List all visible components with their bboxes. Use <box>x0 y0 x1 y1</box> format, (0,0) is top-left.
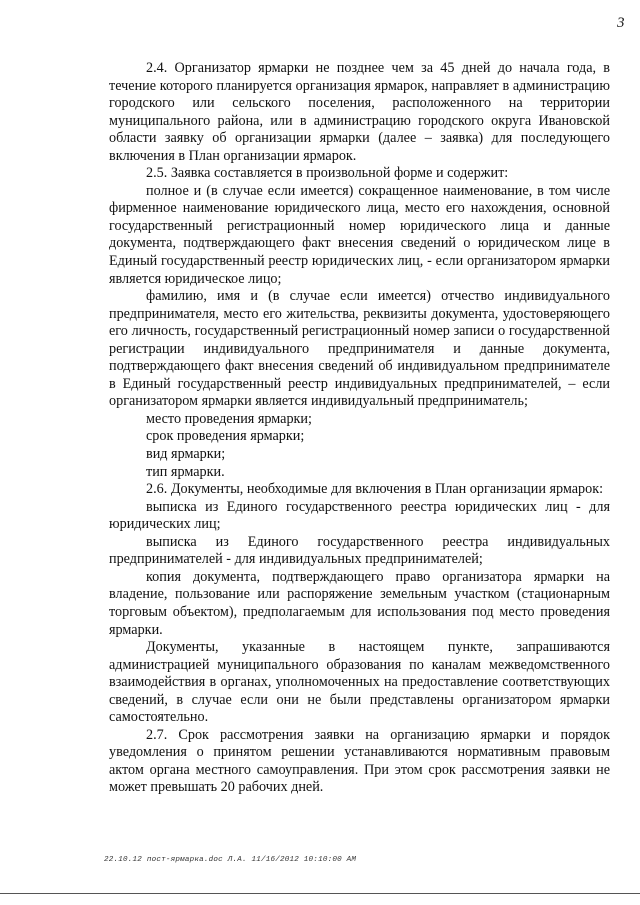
paragraph-2-6: 2.6. Документы, необходимые для включения в План организации ярмарок: <box>146 481 604 498</box>
list-item: место проведения ярмарки; <box>146 410 312 427</box>
paragraph-2-6-land-right-copy: копия документа, подтверждающего право организатора ярмарки на владение, пользование или распоряжение земельным участком (стационарным торговым объектом), предполагаемым для использования под место проведения ярмарки. <box>109 568 610 638</box>
list-item: тип ярмарки. <box>146 463 225 480</box>
paragraph-2-5-legal-entity: полное и (в случае если имеется) сокращенное наименование, в том числе фирменное наименование юридического лица, место его нахождения, основной государственный регистрационный номер юридического лица и данные документа, подтверждающего факт внесения сведений о юридическом лице в Единый государственный реестр юридических лиц, - если организатором ярмарки является юридическое лицо; <box>109 182 610 287</box>
paragraph-2-6-extract-individual: выписка из Единого государственного реестра индивидуальных предпринимателей - для индивидуальных предпринимателей; <box>109 533 610 568</box>
document-body <box>109 60 610 797</box>
paragraph-2-6-extract-legal: выписка из Единого государственного реестра юридических лиц - для юридических лиц; <box>109 498 610 533</box>
list-item: срок проведения ярмарки; <box>146 428 305 445</box>
list-item: вид ярмарки; <box>146 446 226 463</box>
paragraph-2-7: 2.7. Срок рассмотрения заявки на организацию ярмарки и порядок уведомления о принятом решении устанавливаются нормативным правовым актом органа местного самоуправления. При этом срок рассмотрения заявки не может превышать 20 рабочих дней. <box>109 726 610 796</box>
paragraph-2-5: 2.5. Заявка составляется в произвольной форме и содержит: <box>146 165 509 182</box>
paragraph-2-6-requested-documents: Документы, указанные в настоящем пункте, запрашиваются администрацией муниципального образования по каналам межведомственного взаимодействия в органах, уполномоченных на предоставление соответствующих сведений, в случае если они не были представлены организатором ярмарки самостоятельно. <box>109 639 610 726</box>
paragraph-2-4: 2.4. Организатор ярмарки не позднее чем за 45 дней до начала года, в течение которого планируется организация ярмарок, направляет в администрацию городского или сельского поселения, расположенного на территории муниципального района, или в администрацию городского округа Ивановской области заявку об организации ярмарки (далее – заявка) для последующего включения в План организации ярмарок. <box>109 60 610 164</box>
paragraph-2-5-individual: фамилию, имя и (в случае если имеется) отчество индивидуального предпринимателя, место его жительства, реквизиты документа, удостоверяющего его личность, государственный регистрационный номер записи о государственной регистрации индивидуального предпринимателя и данные документа, подтверждающего факт внесения сведений об индивидуальном предпринимателе в Единый государственный реестр индивидуальных предпринимателей, – если организатором ярмарки является индивидуальный предприниматель; <box>109 288 610 410</box>
page-number: 3 <box>617 15 625 31</box>
page-bottom-divider <box>0 893 640 894</box>
document-footer: 22.10.12 пост-ярмарка.doc Л.А. 11/16/2012 10:10:00 AM <box>104 856 357 864</box>
fair-details-list <box>109 411 610 481</box>
